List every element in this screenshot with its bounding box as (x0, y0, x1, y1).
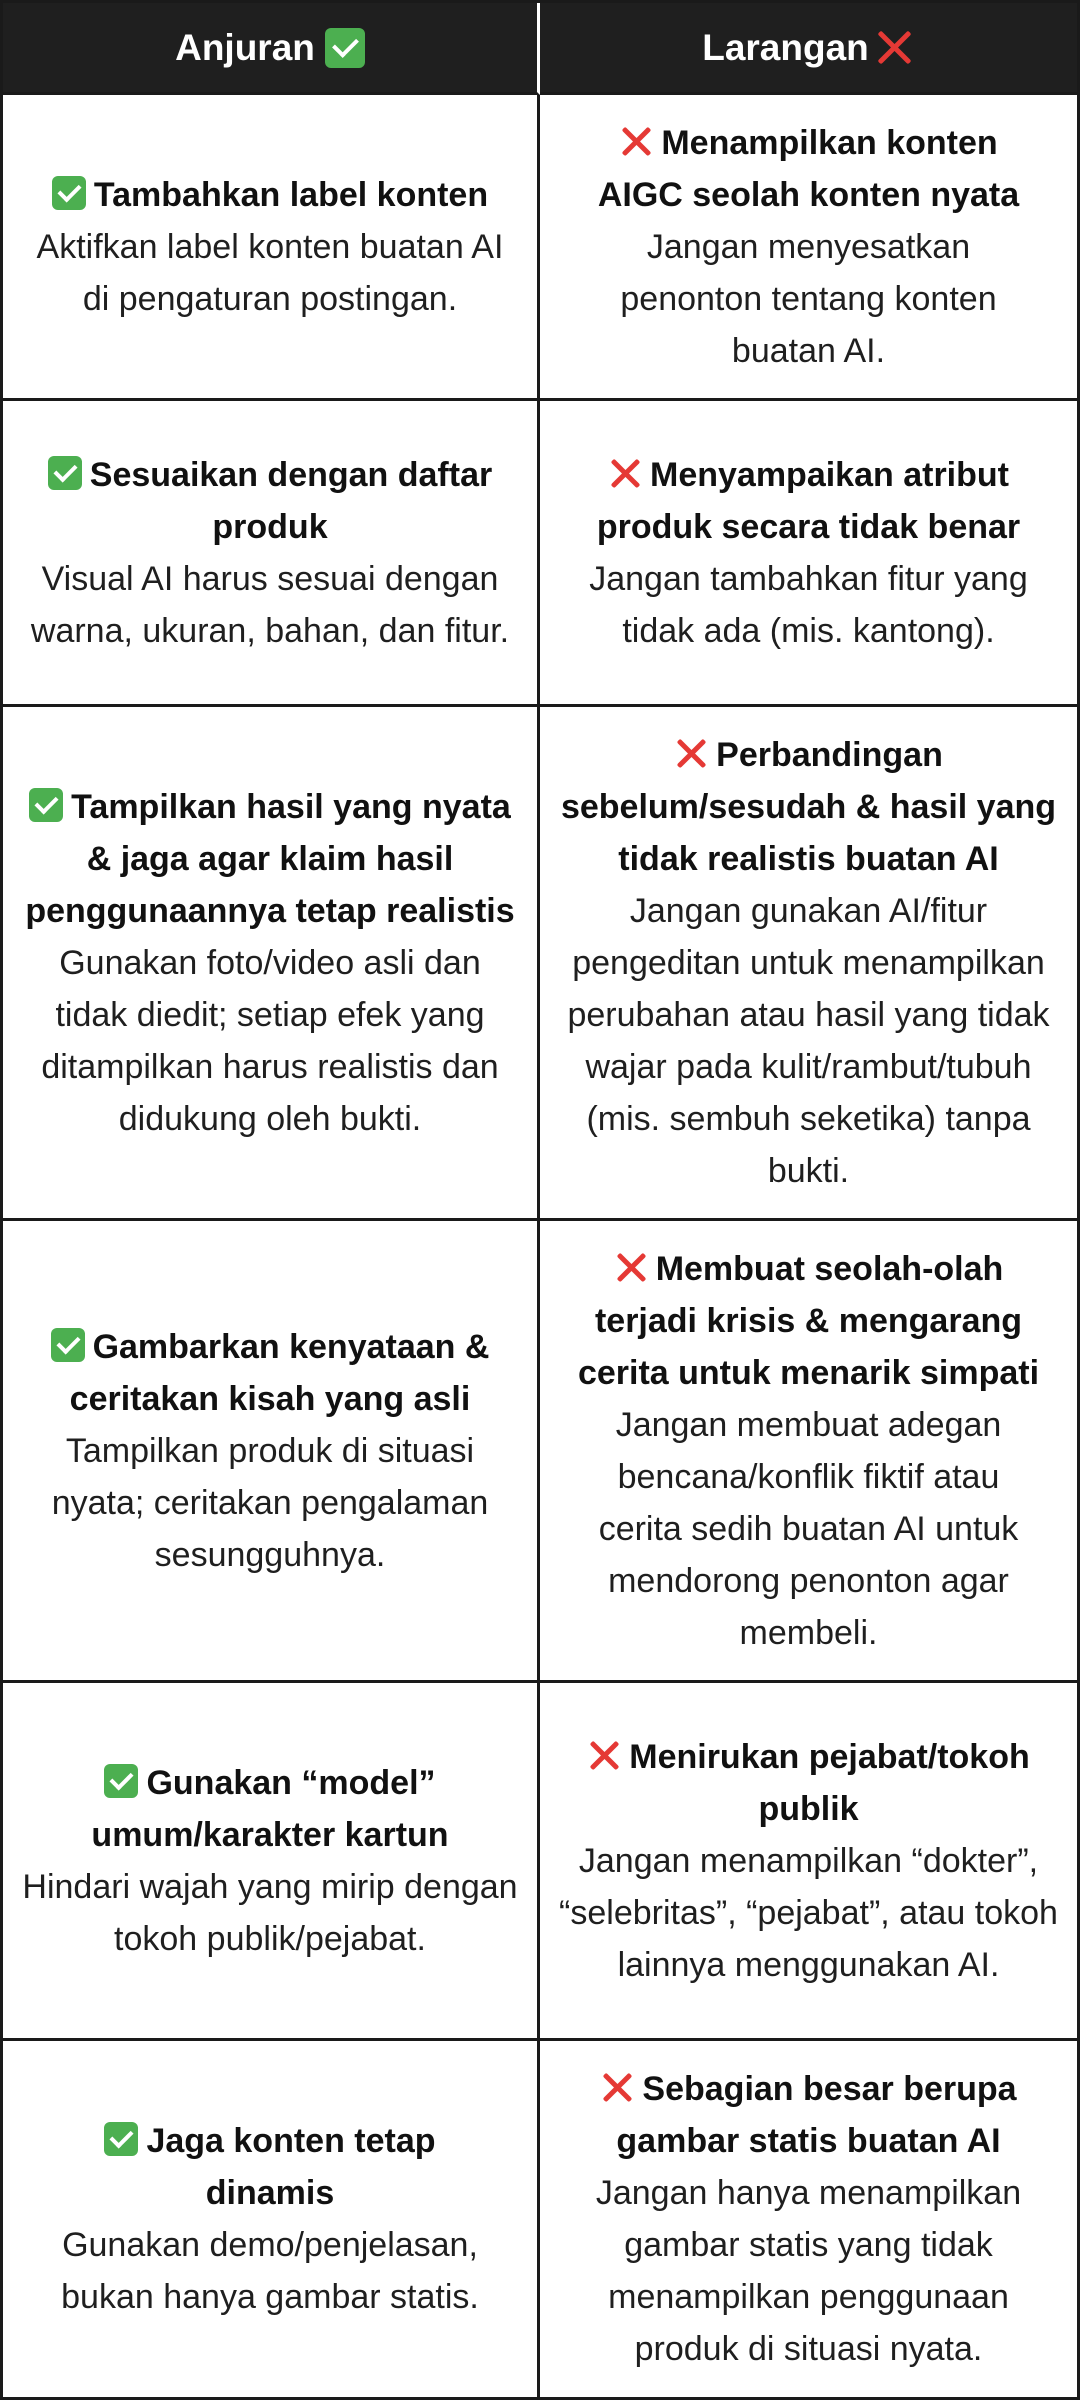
dont-cell (540, 401, 1077, 707)
do-description: Aktifkan label konten buatan AI di pengaturan postingan. (36, 227, 504, 318)
do-description: Gunakan foto/video asli dan tidak diedit; setiap efek yang ditampilkan harus realistis dan didukung oleh bukti. (41, 943, 499, 1138)
check-box-icon (104, 2122, 138, 2156)
dont-title: Menyampaikan atribut produk secara tidak benar (596, 455, 1021, 546)
do-title: Tambahkan label konten (93, 175, 489, 214)
do-cell (3, 2041, 540, 2397)
check-box-icon (325, 28, 365, 68)
dont-description: Jangan tambahkan fitur yang tidak ada (mis. kantong). (589, 559, 1028, 650)
do-title: Gunakan “model” umum/karakter kartun (91, 1763, 449, 1854)
cross-mark-icon (600, 2070, 634, 2104)
do-cell (3, 1683, 540, 2041)
cross-mark-icon (587, 1738, 621, 1772)
do-description: Tampilkan produk di situasi nyata; ceritakan pengalaman sesungguhnya. (51, 1431, 489, 1574)
dont-cell (540, 707, 1077, 1221)
header-donts-label: Larangan (702, 26, 869, 68)
do-title: Sesuaikan dengan daftar produk (89, 455, 493, 546)
do-description: Visual AI harus sesuai dengan warna, ukuran, bahan, dan fitur. (30, 559, 510, 650)
do-cell (3, 707, 540, 1221)
dont-cell (540, 1221, 1077, 1683)
check-box-icon (48, 456, 82, 490)
do-title: Tampilkan hasil yang nyata & jaga agar klaim hasil penggunaannya tetap realistis (25, 787, 515, 930)
do-description: Gunakan demo/penjelasan, bukan hanya gambar statis. (61, 2226, 479, 2316)
cross-mark-icon (608, 456, 642, 490)
dont-description: Jangan membuat adegan bencana/konflik fiktif atau cerita sedih buatan AI untuk mendorong penonton agar membeli. (598, 1405, 1019, 1652)
do-title: Gambarkan kenyataan & ceritakan kisah yang asli (69, 1327, 490, 1418)
header-donts (540, 3, 1077, 95)
dont-title: Membuat seolah-olah terjadi krisis & mengarang cerita untuk menarik simpati (577, 1249, 1040, 1392)
do-cell (3, 95, 540, 401)
check-box-icon (29, 788, 63, 822)
dont-title: Sebagian besar berupa gambar statis buatan AI (616, 2070, 1017, 2160)
dont-description: Jangan hanya menampilkan gambar statis yang tidak menampilkan penggunaan produk di situasi nyata. (595, 2174, 1022, 2368)
do-title: Jaga konten tetap dinamis (146, 2122, 436, 2212)
dont-cell (540, 1683, 1077, 2041)
do-cell (3, 401, 540, 707)
cross-mark-icon (619, 124, 653, 158)
check-box-icon (51, 1328, 85, 1362)
dont-cell (540, 2041, 1077, 2397)
header-dos-label: Anjuran (175, 26, 315, 68)
check-box-icon (52, 176, 86, 210)
dont-description: Jangan menampilkan “dokter”, “selebritas”, “pejabat”, atau tokoh lainnya menggunakan AI. (559, 1841, 1058, 1984)
cross-mark-icon (614, 1250, 648, 1284)
dont-title: Menampilkan konten AIGC seolah konten nyata (597, 123, 1020, 214)
do-cell (3, 1221, 540, 1683)
header-dos (3, 3, 540, 95)
dont-cell (540, 95, 1077, 401)
dont-title: Menirukan pejabat/tokoh publik (629, 1737, 1030, 1828)
check-box-icon (104, 1764, 138, 1798)
cross-mark-icon (674, 736, 708, 770)
dont-title: Perbandingan sebelum/sesudah & hasil yang tidak realistis buatan AI (560, 735, 1057, 878)
dont-description: Jangan gunakan AI/fitur pengeditan untuk menampilkan perubahan atau hasil yang tidak wajar pada kulit/rambut/tubuh (mis. sembuh seketika) tanpa bukti. (567, 891, 1050, 1190)
do-description: Hindari wajah yang mirip dengan tokoh publik/pejabat. (22, 1867, 518, 1958)
cross-mark-icon (875, 28, 915, 68)
dont-description: Jangan menyesatkan penonton tentang konten buatan AI. (620, 227, 997, 370)
